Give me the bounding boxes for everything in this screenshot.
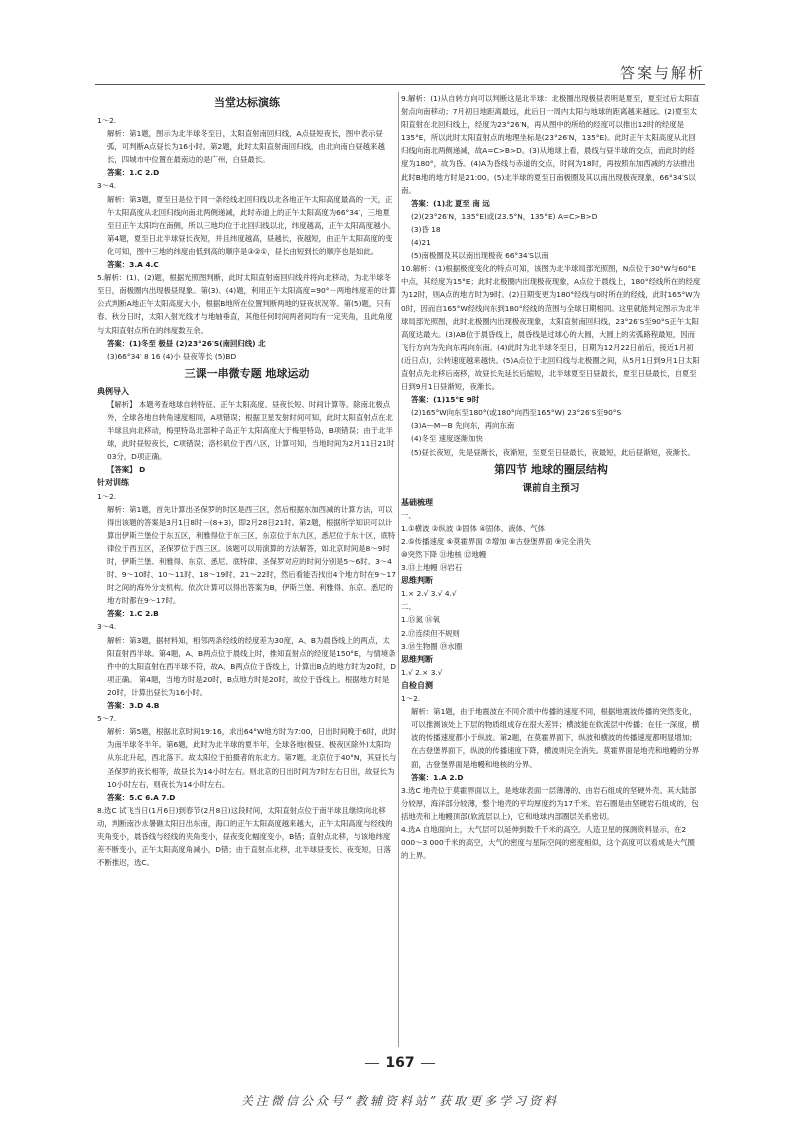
list-item: 2.⑰连续但不规则 [401,628,460,638]
answer: 答案：3.A 4.C [107,260,159,270]
footer-note: 关注微信公众号“教辅资料站”获取更多学习资料 [240,1094,560,1108]
list-item: 1.√ 2.× 3.√ [401,667,443,677]
explanation: 5.解析：(1)、(2)题，根据光照图判断，此时太阳直射南回归线并将向北移动，为北半球冬至日，南极圈内出现极昼现象。第(3)、(4)题，利用正午太阳高度=90°－两地纬度差的计算公式判断A地正午太阳高度大小，根据B地所在位置判断两地的昼夜状况等。第(5)题，只有春、秋分日时，太阳入射光线才与地轴垂直，其他任何时间两者间均有一定夹角，且此角度与太阳直射点所在的纬度数互余。 [97,273,396,335]
answer-cont: (5)昼长夜短，先是昼渐长，夜渐短，至夏至日昼最长，夜最短，此后昼渐短，夜渐长。 [411,447,695,457]
example-answer: 【答案】 D [107,465,146,475]
section-title-drill: 当堂达标演练 [214,96,280,109]
list-item: 1.× 2.√ 3.√ 4.√ [401,589,457,599]
dash-right [421,1063,435,1064]
header-title: 答案与解析 [619,64,705,82]
answer-cont: (5)南极圈及其以南出现极夜 66°34′S以南 [411,251,549,261]
explanation: 解析：第1题，图示为北半球冬至日，太阳直射南回归线，A点昼短夜长，图中表示昼弧，可判断A点昼长为16小时。第2题，此时太阳直射南回归线，由北向南白昼越来越长，四城市中位置在最南边的是广州，白昼最长。 [107,129,385,165]
list-item: ⑩突然下降 ⑪地核 ⑫地幔 [401,550,487,559]
list-item: 3.⑬上地幔 ⑭岩石 [401,563,463,573]
left-column [97,92,397,1047]
subsection-title: 课前自主预习 [522,482,580,494]
page-header [95,62,705,85]
answer: 答案：3.D 4.B [107,701,160,711]
answer-cont: (3)66°34′ 8 16 (4)小 昼夜等长 (5)BD [107,351,237,361]
page-number: 167 [385,1055,415,1071]
explanation: 解析：第3题，夏至日是位于同一条经线北回归线以北各地正午太阳高度最高的一天，正午太阳高度从北回归线向南北两侧递减，此时赤道上的正午太阳高度为66°34′，三地夏至日正午太阳均在南侧，所以三地均位于北回归线以北，纬度越高，正午太阳高度越小。第4题，夏至日北半球昼长夜短，并且纬度越高，昼越长，夜越短，由正午太阳高度的变化可知，图中三地的纬度由低到高的顺序是③②①，昼长由短到长的顺序也是如此。 [107,194,396,256]
list-item: 二、 [401,602,416,612]
explanation: 8.选C 试飞当日(1月6日)到春节(2月8日)这段时间，太阳直射点位于南半球且继续向北移动，判断南沙永暑礁太阳日出东南，海口的正午太阳高度越来越大，正午太阳高度与经线的夹角变小，晨昏线与经线的夹角变小，昼夜变化幅度变小，B错；直射点北移，与该地纬度差不断变小，正午太阳高度角减小，D错；由于直射点北移，北半球昼变长、夜变短，日落不断推迟，选C。 [97,805,393,868]
answer-cont: (3)A—M—B 先向东，再向东南 [411,421,515,431]
question-number: 3～4. [97,622,117,632]
answer: 答案：1.A 2.D [411,772,464,782]
list-item: 1.⑮氮 ⑯氧 [401,615,440,625]
answer: 答案：(1)北 夏至 南 远 [411,198,490,208]
column-divider [398,92,399,1047]
answer-cont: (4)冬至 速度逐渐加快 [411,434,483,444]
question-number: 5～7. [97,714,117,724]
explanation: 解析：第5题，根据北京时间19:16，求出64°W地方时为7:00，日出时间晚于6时，此时为南半球冬半年。第6题，此时为北半球的夏半年，全球各地(极昼、极夜区除外)太阳均从东北升起，西北落下。故太阳位于拍摄者的东北方。第7题，北京位于40°N，其昼长与圣保罗的夜长相等，故昼长为14小时左右。则北京的日出时间为7时左右日出，故昼长为10小时左右，则夜长为14小时左右。 [107,727,397,789]
right-column [401,92,701,1047]
explanation: 10.解析：(1)根据极度变化的特点可知，该图为北半球局部光照图，N点位于30°W与60°E中点，其经度为15°E；此时北极圈内出现极夜现象，A点位于晨线上，180°经线所在的经度为12时，则A点的地方时为9时。(2)日期变更为180°经线与0时所在的经线，此时165°W为0时，因而自165°W经线向东到180°经线的范围与全球日期相同。这里就能判定图示为北半球局部光照图，此时北极圈内出现极夜现象，太阳直射南回归线，23°26′S至90°S正午太阳高度达最大。(3)AB位于晨昏线上，晨昏线是过球心的大圆，大圆上的劣弧路程最短，因而飞行方向为先向东再向东南。(4)此时为北半球冬至日，日期为12月22日前后，接近1月初(近日点)，公转速度越来越快。(5)A点位于北回归线与北极圈之间，从5月1日到9月1日太阳直射点先北移后南移，故昼长先延长后缩短，北半球夏至日昼最长，夏至日昼最长，自夏至日到9月1日昼渐短，夜渐长。 [401,264,701,392]
question-number: 1～2. [401,694,421,704]
explanation: 3.选C 地壳位于莫霍界面以上，是地球表面一层薄薄的、由岩石组成的坚硬外壳。其大陆部分较厚，海洋部分较薄，整个地壳的平均厚度约为17千米。岩石圈是由坚硬岩石组成的，包括地壳和上地幔顶部(软流层以上)，它和地球内部圈层关系密切。 [401,785,699,821]
answer: 答案：5.C 6.A 7.D [107,792,176,802]
section-title-layers: 第四节 地球的圈层结构 [494,462,608,476]
list-item: 2.⑤传播速度 ⑥莫霍界面 ⑦增加 ⑧古登堡界面 ⑨完全消失 [401,536,592,546]
example-explanation: 【解析】 本题考查地球自转特征、正午太阳高度、昼夜长短、时间计算等。除南北极点外，全球各地自转角速度相同，A项错误；根据卫星发射时间可知，此时太阳直射点在北半球且向北移动，梅里特岛北部种子岛正午太阳高度大于梅里特岛，B项错误；由于北半球，此时昼短夜长，C项错误；洛杉矶位于西八区，计算可知，当地时间为2月11日21时03分，D项正确。 [107,399,395,462]
basic-label: 基础梳理 [401,497,433,507]
question-number: 3～4. [97,181,117,191]
section-title-topic: 三课一串微专题 地球运动 [184,366,310,380]
explanation: 解析：第1题，由于地震波在不同介质中传播的速度不同，根据地震波传播的突然变化，可以推测该处上下层的物质组成存在很大差异；横波能在软流层中传播；在任一深度，横波的传播速度都小于纵波。第2题，在莫霍界面下，纵波和横波的传播速度都明显增加；在古登堡界面下，纵波的传播速度下降，横波则完全消失。莫霍界面是地壳和地幔的分界面，古登堡界面是地幔和地核的分界。 [411,707,700,769]
explanation: 4.选A 自地面向上，大气层可以延伸到数千千米的高空。人造卫星的探测资料显示，在2 000～3 000千米的高空，大气的密度与星际空间的密度相似，这个高度可以看成是大气圈的上界。 [401,824,695,861]
list-item: 一、 [401,510,416,520]
explanation: 解析：第3题，据材料知，相邻两条经线的经度差为30度，A、B为晨昏线上的两点，太阳直射西半球。第4题，A、B两点位于晨线上时，推知直射点的经度是150°E，与情境条件中的太阳直射在西半球不符，故A、B两点位于昏线上，计算出B点的地方时为20时，D项正确。 第4题，当地方时是20时，B点地方时是20时，故位于昏线上。根据地方时是20时，计算出昼长为16小时。 [107,635,396,697]
answer: 答案：(1)15°E 9时 [411,395,480,405]
answer: 答案：1.C 2.B [107,609,159,619]
explanation: 9.解析：(1)从自转方向可以判断这是北半球：北极圈出现极昼表明是夏至，夏至过后太阳直射点向南移动；7月初日地距离最远，此后日一周内太阳与地球的距离越来越远。(2)夏至太阳直射在北回归线上，经度为23°26′N，再从图中的所给的经度可以推出12时的经度是135°E，所以此时太阳直射点的地理坐标是(23°26′N，135°E)。此时正午太阳高度从北回归线向南北两侧递减，故A=C>B>D。(3)从地球上看，晨线与昼半球的交点，而此时的经度为180°，故为昏。(4)A为昏线与赤道的交点，时间为18时，再按照东加西减的方法推出此时B地的地方时是21:00。(5)北半球的夏至日南极圈及其以南出现极夜现象，66°34′S以南。 [401,94,700,195]
answer: 答案：(1)冬至 极昼 (2)23°26′S(南回归线) 北 [107,338,266,348]
self-test-label: 自检自测 [401,680,433,690]
answer-cont: (2)165°W向东至180°(或180°向西至165°W) 23°26′S至90°S [411,408,622,418]
page-number-wrap [0,1055,800,1071]
list-item: 1.①横波 ②纵波 ③固体 ④固体、液体、气体 [401,523,546,533]
answer-cont: (4)21 [411,238,431,248]
answer-cont: (2)(23°26′N，135°E)或(23.5°N，135°E) A=C>B>D [411,211,598,221]
list-item: 3.⑱生物圈 ⑲水圈 [401,641,463,651]
question-number: 1～2. [97,491,117,501]
training-label: 针对训练 [97,478,129,488]
answer: 答案：1.C 2.D [107,168,160,178]
example-label: 典例导入 [97,386,129,396]
think-label: 思维判断 [401,654,433,664]
explanation: 解析：第1题，首先计算出圣保罗的时区是西三区，然后根据东加西减的计算方法，可以得出该题的答案是3月1日8时－(8+3)，即2月28日21时。第2题，根据所学知识可以计算出伊斯兰堡位于东五区，利雅得位于东三区，东京位于东九区，悉尼位于东十区，底特律位于西五区，圣保罗位于西三区。该题可以用演算的方法解答，如北京时间是8～9时时，伊斯兰堡、利雅得、东京、悉尼、底特律、圣保罗对应的时间分别是5～6时、3～4时、9～10时、10～11时、18～19时、21～22时，然后看能否找出4个地方时在9～17时之间的海外分支机构。依次计算可以得出答案为B，伊斯兰堡、利雅得、东京、悉尼的地方时都在9～17时。 [107,504,396,606]
dash-left [365,1063,379,1064]
think-label: 思维判断 [401,576,433,586]
answer-cont: (3)昏 18 [411,224,441,234]
question-number: 1～2. [97,116,117,125]
